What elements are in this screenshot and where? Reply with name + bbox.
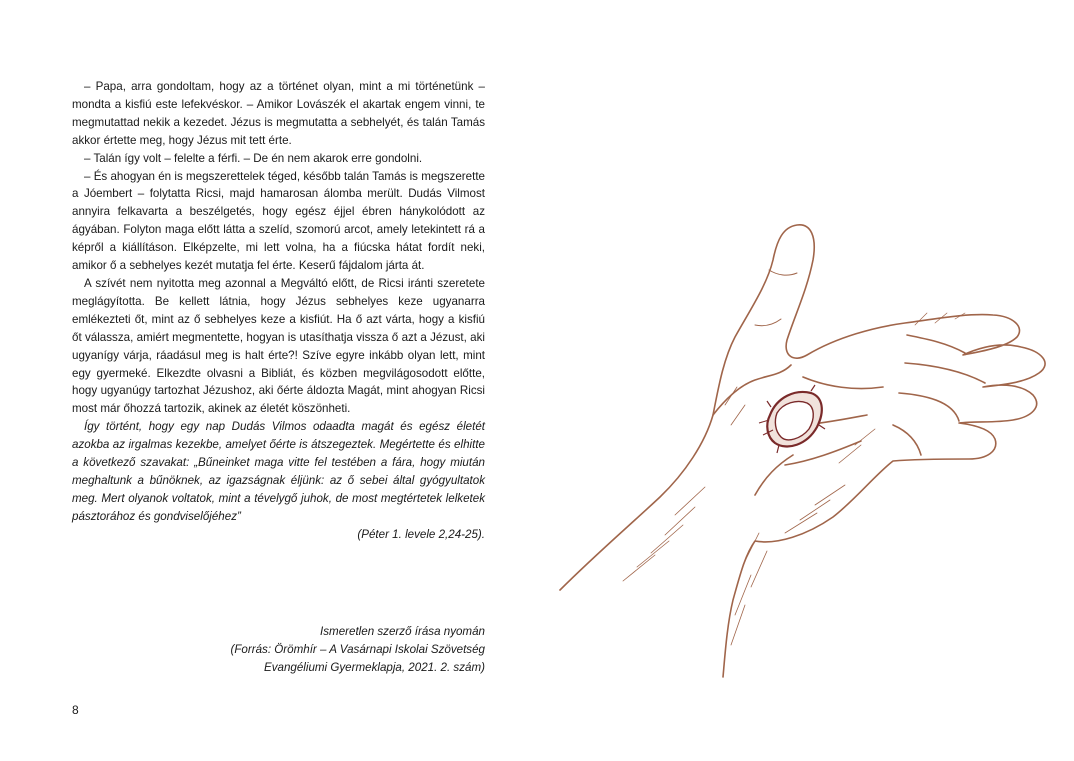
source-author: Ismeretlen szerző írása nyomán [320,625,485,638]
wound-mark-icon [759,385,825,453]
paragraph: – És ahogyan én is megszerettelek téged, később talán Tamás is megszerette a Jóembert – folytatta Ricsi, majd hamarosan álomba merült. Dudás Vilmost annyira felkavarta a beszélgetés, hogy egész éjjel ébren hánykolódott az ágyában. Folyton maga előtt látta a szelíd, szomorú arcot, amely letekintett rá a képről a kiállításon. Elképzelte, mi lett volna, ha a fiúcska hátat fordít neki, amikor ő a sebhelyes kezét mutatja fel érte. Keserű fájdalom járta át. [72,169,485,273]
quote-reference: (Péter 1. levele 2,24-25). [357,527,485,541]
paragraph: A szívét nem nyitotta meg azonnal a Megváltó előtt, de Ricsi iránti szeretete meglágyította. Be kellett látnia, hogy Jézus sebhelyes keze ugyanarra emlékezteti őt, mint az ő sebhelyes keze a kisfiút. Ha ő azt várta, hogy a kisfiú őt válassza, amiért megmentette, hogyan is utasíthatja vissza ő azt a Jézust, aki ugyanígy várja, ráadásul meg is halt érte?! Szíve egyre inkább olyan lett, mint egy gyermeké. Elkezdte olvasni a Bibliát, és közben megvilágosodott előtte, hogy ugyanúgy tartozhat Jézushoz, aki őérte áldozta Magát, mint ahogyan Ricsi most már őhozzá tartozik, akinek az életét köszönheti. [72,276,485,416]
source-attribution [72,623,485,677]
wounded-hand-illustration [555,215,1065,680]
story-text [72,78,485,544]
paragraph: – Papa, arra gondoltam, hogy az a történet olyan, mint a mi történetünk – mondta a kisfiú este lefekvéskor. – Amikor Lovászék el akartak engem vinni, te megmutattad nekik a kezedet. Jézus is megmutatta a sebhelyét, és talán Tamás akkor értette meg, hogy Jézus mit tett érte. [72,80,485,147]
paragraph: – Talán így volt – felelte a férfi. – De én nem akarok erre gondolni. [84,151,423,165]
bible-quote: Így történt, hogy egy nap Dudás Vilmos odaadta magát és egész életét azokba az irgalmas kezekbe, amelyet őérte is átszegeztek. Megértette és elhitte a következő szavakat: „Bűneinket maga vitte fel testében a fára, hogy miután meghaltunk a bűnöknek, az igazságnak éljünk: az ő sebei által gyógyultatok meg. Mert olyanok voltatok, mint a tévelygő juhok, de most megtértetek lelketek pásztorához és gondviselőjéhez” [72,420,485,523]
source-issue: Evangéliumi Gyermeklapja, 2021. 2. szám) [263,661,485,674]
page-number: 8 [72,703,79,717]
source-publication: (Forrás: Örömhír – A Vasárnapi Iskolai Szövetség [230,643,485,656]
